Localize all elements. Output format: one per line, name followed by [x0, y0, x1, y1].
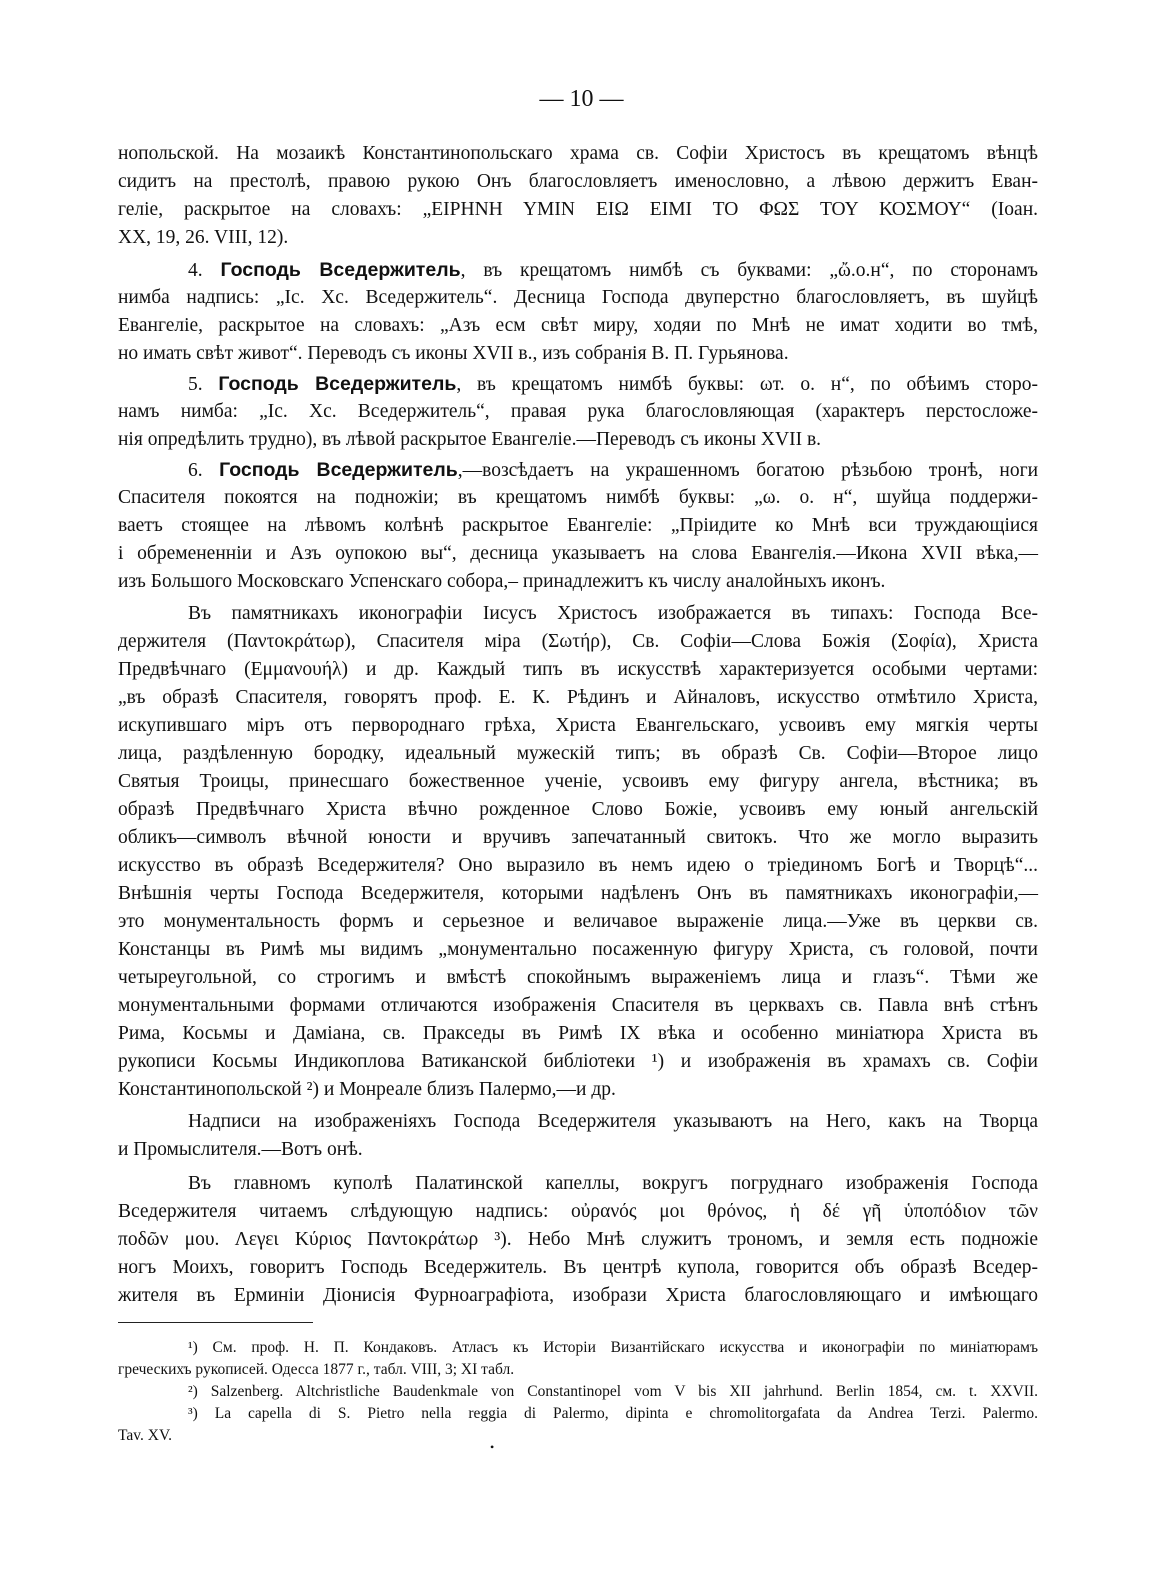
- item-heading: Господь Вседержитель: [218, 373, 457, 395]
- item-number: 6.: [188, 460, 203, 481]
- item-text: ,—возсѣдаетъ на украшенномъ богатою рѣзьбою тронѣ, ноги: [457, 460, 1039, 481]
- text-line: образѣ Предвѣчнаго Христа вѣчно рожденное Слово Божіе, усвоивъ ему юный ангельскій: [118, 799, 1038, 820]
- text-line: ваетъ стоящее на лѣвомъ колѣнѣ раскрытое Евангеліе: „Пріидите ко Мнѣ вси труждающіися: [118, 515, 1038, 536]
- footnote-line: ³) La capella di S. Pietro nella reggia di Palermo, dipinta e chromolitorgafata da Andrea Terzi. Palermo.: [188, 1405, 1038, 1422]
- stray-mark: •: [490, 1440, 495, 1454]
- item-4-first-line: [118, 258, 1038, 282]
- text-line: XX, 19, 26. VIII, 12).: [118, 227, 289, 248]
- text-line: і обремененніи и Азъ оупокою вы“, десница указываетъ на слова Евангелія.—Икона XVII вѣка,—: [118, 543, 1038, 564]
- text-line: искупившаго міръ отъ первороднаго грѣха, Христа Евангельскаго, усвоивъ ему мягкія черты: [118, 715, 1038, 736]
- text-line: Надписи на изображеніяхъ Господа Вседержителя указываютъ на Него, какъ на Творца: [188, 1111, 1038, 1132]
- item-text: , въ крещатомъ нимбѣ съ буквами: „ὤ.ο.н“, по сторонамъ: [460, 260, 1039, 281]
- footnote-line: греческихъ рукописей. Одесса 1877 г., табл. VIII, 3; XI табл.: [118, 1361, 515, 1378]
- footnote-line: Tav. XV.: [118, 1427, 173, 1444]
- text-line: Внѣшнія черты Господа Вседержителя, которыми надѣленъ Онъ въ памятникахъ иконографіи,—: [118, 883, 1038, 904]
- text-line: Констанцы въ Римѣ мы видимъ „монументально посаженную фигуру Христа, съ головой, почти: [118, 939, 1038, 960]
- text-line: жителя въ Ерминіи Діонисія Фурноаграфіота, изобрази Христа благословляющаго и имѣющаго: [118, 1285, 1038, 1306]
- text-line: обликъ—символъ вѣчной юности и вручивъ запечатанный свитокъ. Что же могло выразить: [118, 827, 1038, 848]
- text-line: рукописи Косьмы Индикоплова Ватиканской библіотеки ¹) и изображенія въ храмахъ св. Софіи: [118, 1051, 1038, 1072]
- page-number: — 10 —: [539, 86, 624, 112]
- text-line: ногъ Моихъ, говоритъ Господь Вседержитель. Въ центрѣ купола, говорится объ образѣ Вседер-: [118, 1257, 1038, 1278]
- text-line: лица, раздѣленную бородку, идеальный мужескій типъ; въ образѣ Св. Софіи—Второе лицо: [118, 743, 1038, 764]
- footnote-line: ²) Salzenberg. Altchristliche Baudenkmale von Constantinopel vom V bis XII jahrhund. Berlin 1854, см. t. XXVII.: [188, 1383, 1038, 1400]
- text-line: монументальными формами отличаются изображенія Спасителя въ церквахъ св. Павла внѣ стѣнъ: [118, 995, 1038, 1016]
- text-line: сидитъ на престолѣ, правою рукою Онъ благословляетъ именословно, а лѣвою держитъ Еван-: [118, 171, 1038, 192]
- text-line: Евангеліе, раскрытое на словахъ: „Азъ есм свѣт миру, ходяи по Мнѣ не имат ходити во тмѣ,: [118, 315, 1038, 336]
- text-line: Святыя Троицы, принесшаго божественное ученіе, усвоивъ ему фигуру ангела, вѣстника; въ: [118, 771, 1038, 792]
- text-line: Предвѣчнаго (Εμμανουήλ) и др. Каждый типъ въ искусствѣ характеризуется особыми чертами:: [118, 659, 1038, 680]
- text-line: Въ главномъ куполѣ Палатинской капеллы, вокругъ погруднаго изображенія Господа: [188, 1173, 1038, 1194]
- footnote-separator: [118, 1322, 313, 1323]
- text-line: Рима, Косьмы и Даміана, св. Пракседы въ Римѣ IX вѣка и особенно миніатюра Христа въ: [118, 1023, 1038, 1044]
- text-line: искусство въ образѣ Вседержителя? Оно выразило въ немъ идею о тріединомъ Богѣ и Творцѣ“...: [118, 855, 1038, 876]
- text-line: Вседержителя читаемъ слѣдующую надпись: οὐρανός μοι θρόνος, ἡ δέ γῆ ὑποπόδιον τῶν: [118, 1201, 1038, 1222]
- text-line: держителя (Παντοκράτωρ), Спасителя міра (Σωτήρ), Св. Софіи—Слова Божія (Σοφία), Христа: [118, 631, 1038, 652]
- text-line: четыреугольной, со строгимъ и вмѣстѣ спокойнымъ выраженіемъ лица и глазъ“. Тѣми же: [118, 967, 1038, 988]
- text-line: это монументальность формъ и серьезное и величавое выраженіе лица.—Уже въ церкви св.: [118, 911, 1038, 932]
- text-line: изъ Большого Московскаго Успенскаго собора,– принадлежитъ къ числу аналойныхъ иконъ.: [118, 571, 886, 592]
- item-text: , въ крещатомъ нимбѣ буквы: ωт. о. н“, по обѣимъ сторо-: [456, 374, 1039, 395]
- text-line: нопольской. На мозаикѣ Константинопольскаго храма св. Софіи Христосъ въ крещатомъ вѣнцѣ: [118, 143, 1038, 164]
- text-line: геліе, раскрытое на словахъ: „ΕΙΡΗΝΗ ΥΜΙΝ ΕΙΩ ΕΙΜΙ ΤΟ ΦΩΣ ΤΟΥ ΚΟΣΜΟΥ“ (Іоан.: [118, 199, 1038, 220]
- text-line: но имать свѣт живот“. Переводъ съ иконы XVII в., изъ собранія В. П. Гурьянова.: [118, 343, 789, 364]
- item-6-first-line: [118, 458, 1038, 482]
- item-heading: Господь Вседержитель: [220, 259, 461, 281]
- item-5-first-line: [118, 372, 1038, 396]
- item-heading: Господь Вседержитель: [219, 459, 458, 481]
- text-line: и Промыслителя.—Вотъ онѣ.: [118, 1139, 363, 1160]
- footnote-line: ¹) См. проф. Н. П. Кондаковъ. Атласъ къ Исторіи Византійскаго искусства и иконографіи по миніатюрамъ: [188, 1339, 1038, 1356]
- text-line: „въ образѣ Спасителя, говорятъ проф. Е. К. Рѣдинъ и Айналовъ, искусство отмѣтило Христа,: [118, 687, 1038, 708]
- text-line: намъ нимба: „Іс. Хс. Вседержитель“, правая рука благословляющая (характеръ перстосложе-: [118, 401, 1038, 422]
- item-number: 5.: [188, 374, 203, 395]
- text-line: нія опредѣлить трудно), въ лѣвой раскрытое Евангеліе.—Переводъ съ иконы XVII в.: [118, 429, 822, 450]
- text-line: ποδῶν μου. Λεγει Κύριος Παντοκράτωρ ³). Небо Мнѣ служитъ трономъ, и земля есть подножіе: [118, 1229, 1038, 1250]
- item-number: 4.: [188, 260, 203, 281]
- text-line: нимба надпись: „Іс. Хс. Вседержитель“. Десница Господа двуперстно благословляетъ, въ шуйцѣ: [118, 287, 1038, 308]
- text-line: Въ памятникахъ иконографіи Іисусъ Христосъ изображается въ типахъ: Господа Все-: [188, 603, 1038, 624]
- text-line: Спасителя покоятся на подножіи; въ крещатомъ нимбѣ буквы: „ω. о. н“, шуйца поддержи-: [118, 487, 1038, 508]
- text-line: Константинопольской ²) и Монреале близъ Палермо,—и др.: [118, 1079, 616, 1100]
